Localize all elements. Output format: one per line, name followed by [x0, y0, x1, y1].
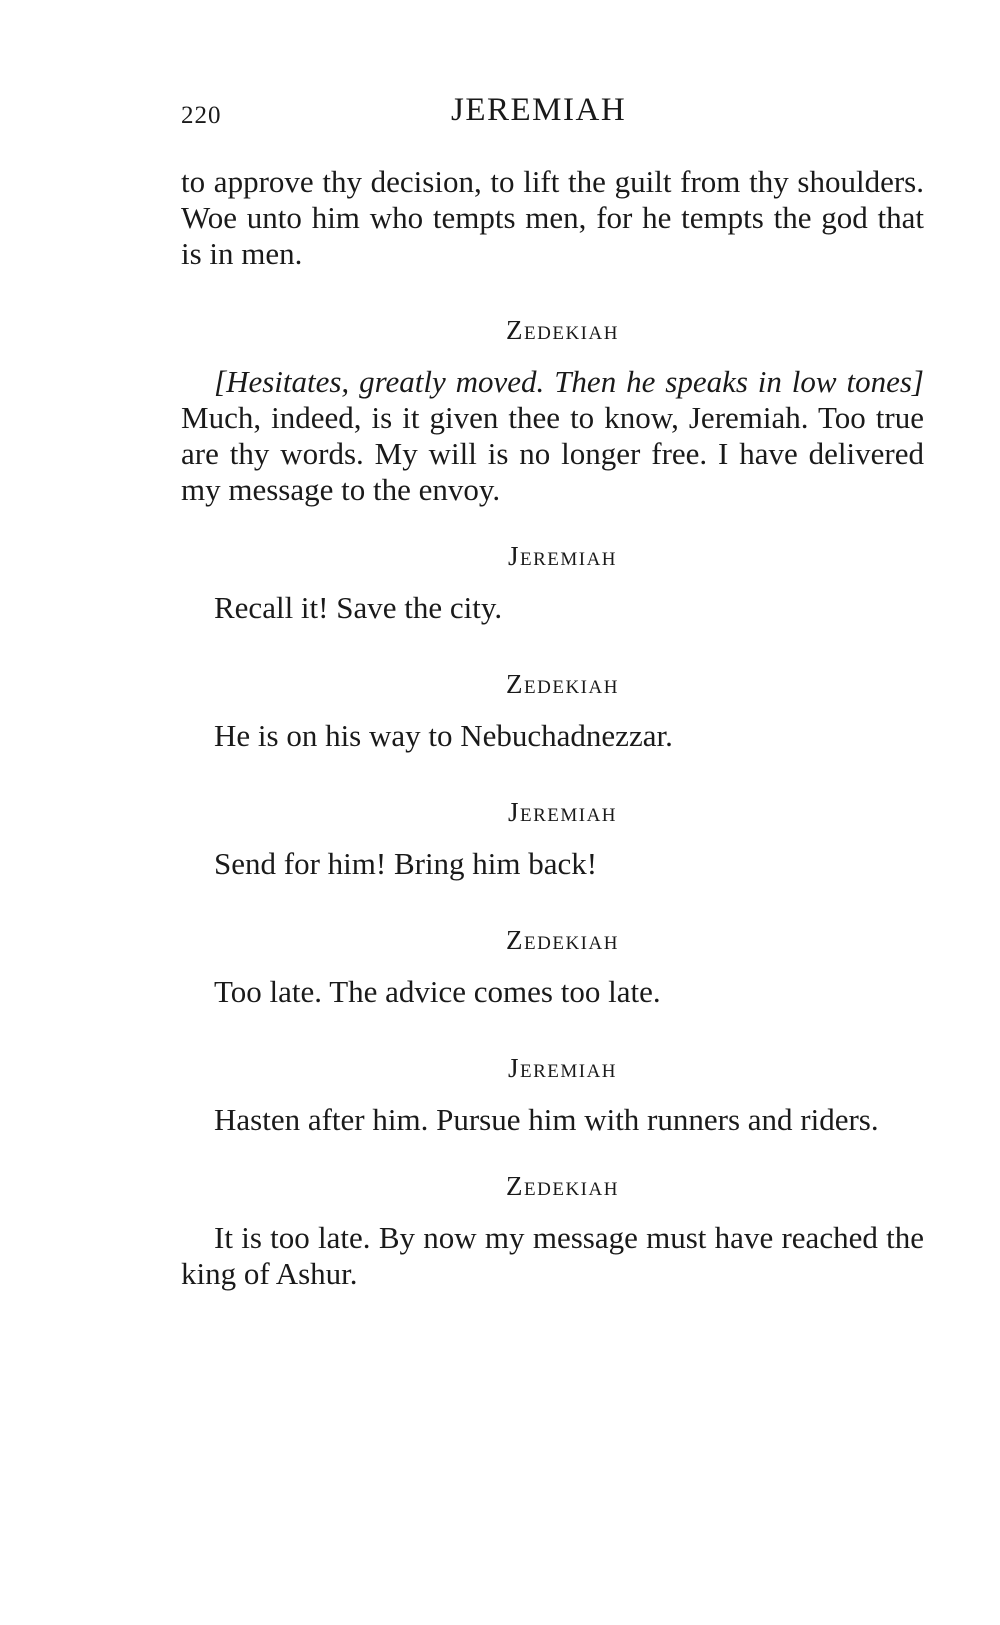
speaker-name: Zedekiah	[506, 1171, 619, 1201]
speech-text: Hasten after him. Pursue him with runners and riders.	[214, 1102, 879, 1137]
speech-text: Too late. The advice comes too late.	[214, 974, 661, 1009]
page-number: 220	[181, 102, 222, 129]
speaker-name: Jeremiah	[507, 1053, 618, 1083]
speaker-name: Zedekiah	[506, 925, 619, 955]
speaker-name: Zedekiah	[506, 669, 619, 699]
opening-paragraph: to approve thy decision, to lift the guilt from thy shoulders. Woe unto him who tempts men, for he tempts the god that is in men.	[181, 164, 924, 271]
stage-direction: [Hesitates, greatly moved. Then he speaks in low tones]	[214, 364, 924, 399]
speaker-name: Jeremiah	[507, 541, 618, 571]
book-page	[181, 92, 924, 1292]
speech-text: Send for him! Bring him back!	[214, 846, 598, 881]
speaker-name: Zedekiah	[506, 315, 619, 345]
speech-text: Recall it! Save the city.	[214, 590, 503, 625]
speaker-name: Jeremiah	[507, 797, 618, 827]
speech-continuation: Much, indeed, is it given thee to know, Jeremiah. Too true are thy words. My will is no longer free. I have delivered my message to the envoy.	[181, 400, 924, 507]
speech-text: It is too late. By now my message must have reached the king of Ashur.	[181, 1220, 924, 1291]
running-head	[181, 92, 924, 136]
speech-text	[181, 364, 924, 508]
speech-text: He is on his way to Nebuchadnezzar.	[214, 718, 673, 753]
running-title: JEREMIAH	[451, 92, 627, 128]
